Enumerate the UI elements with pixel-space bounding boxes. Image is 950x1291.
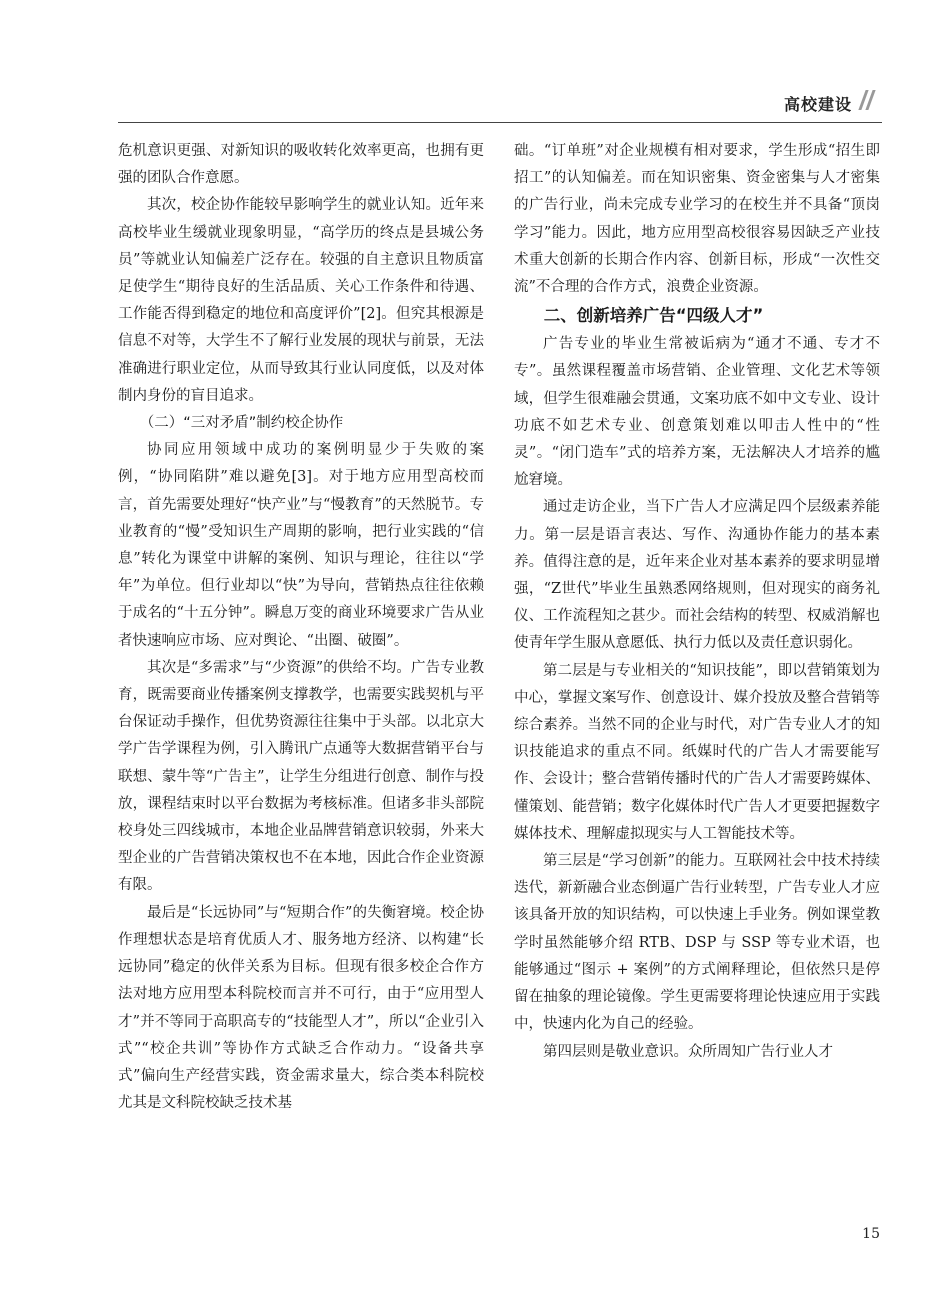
right-column [514,138,880,1066]
header-title: 高校建设 [783,95,852,114]
paragraph: 通过走访企业，当下广告人才应满足四个层级素养能力。第一层是语言表达、写作、沟通协作能力的基本素养。值得注意的是，近年来企业对基本素养的要求明显增强，“Z世代”毕业生虽熟悉网络规则，但对现实的商务礼仪、工作流程知之甚少。而社会结构的转型、权威消解也使青年学生服从意愿低、执行力低以及责任意识弱化。 [514,499,880,652]
paragraph: 其次，校企协作能较早影响学生的就业认知。近年来高校毕业生缓就业现象明显，“高学历的终点是县城公务员”等就业认知偏差广泛存在。较强的自主意识且物质富足使学生“期待良好的生活品质、关心工作条件和待遇、工作能否得到稳定的地位和高度评价”[2]。但究其根源是信息不对等，大学生不了解行业发展的现状与前景，无法准确进行职业定位，从而导致其行业认同度低，以及对体制内身份的盲目追求。 [118,197,484,404]
paragraph: 其次是“多需求”与“少资源”的供给不均。广告专业教育，既需要商业传播案例支撑教学，也需要实践契机与平台保证动手操作，但优势资源往往集中于头部。以北京大学广告学课程为例，引入腾讯广点通等大数据营销平台与联想、蒙牛等“广告主”，让学生分组进行创意、制作与投放，课程结束时以平台数据为考核标准。但诸多非头部院校身处三四线城市，本地企业品牌营销意识较弱，外来大型企业的广告营销决策权也不在本地，因此合作企业资源有限。 [118,659,484,894]
subheading: （二）“三对矛盾”制约校企协作 [139,415,344,432]
paragraph: 危机意识更强、对新知识的吸收转化效率更高，也拥有更强的团队合作意愿。 [118,143,484,187]
paragraph: 广告专业的毕业生常被诟病为“通才不通、专才不专”。虽然课程覆盖市场营销、企业管理、文化艺术等领域，但学生很难融会贯通，文案功底不如中文专业、设计功底不如艺术专业、创意策划难以叩击人性中的“性灵”。“闭门造车”式的培养方案，无法解决人才培养的尴尬窘境。 [514,336,880,489]
paragraph: 最后是“长远协同”与“短期合作”的失衡窘境。校企协作理想状态是培育优质人才、服务地方经济、以构建“长远协同”稳定的伙伴关系为目标。但现有很多校企合作方法对地方应用型本科院校而言并不可行，由于“应用型人才”并不等同于高职高专的“技能型人才”，所以“企业引入式”“校企共训”等协作方式缺乏合作动力。“设备共享式”偏向生产经营实践，资金需求量大，综合类本科院校尤其是文科院校缺乏技术基 [118,904,484,1112]
paragraph: 第二层是与专业相关的“知识技能”，即以营销策划为中心，掌握文案写作、创意设计、媒介投放及整合营销等综合素养。当然不同的企业与时代，对广告专业人才的知识技能追求的重点不同。纸媒时代的广告人才需要能写作、会设计；整合营销传播时代的广告人才需要跨媒体、懂策划、能营销；数字化媒体时代广告人才更要把握数字媒体技术、理解虚拟现实与人工智能技术等。 [514,662,880,842]
page-number: 15 [862,1226,880,1242]
paragraph: 第三层是“学习创新”的能力。互联网社会中技术持续迭代，新新融合业态倒逼广告行业转型，广告专业人才应该具备开放的知识结构，可以快速上手业务。例如课堂教学时虽然能够介绍 RTB、DSP 与 SSP 等专业术语，也能够通过“图示 + 案例”的方式阐释理论，但依然只是停留在抽象的理论镜像。学生更需要将理论快速应用于实践中，快速内化为自己的经验。 [514,853,880,1033]
section-heading: 二、创新培养广告“四级人才” [543,306,764,326]
double-slash-icon [856,90,878,110]
paragraph: 第四层则是敬业意识。众所周知广告行业人才 [543,1043,833,1060]
running-header [118,86,882,123]
paragraph: 础。“订单班”对企业规模有相对要求，学生形成“招生即招工”的认知偏差。而在知识密集、资金密集与人才密集的广告行业，尚未完成专业学习的在校生并不具备“顶岗学习”能力。因此，地方应用型高校很容易因缺乏产业技术重大创新的长期合作内容、创新目标，形成“一次性交流”不合理的合作方式，浪费企业资源。 [514,143,880,296]
left-column [118,138,484,1117]
paragraph: 协同应用领域中成功的案例明显少于失败的案例，“协同陷阱”难以避免[3]。对于地方应用型高校而言，首先需要处理好“快产业”与“慢教育”的天然脱节。专业教育的“慢”受知识生产周期的影响，把行业实践的“信息”转化为课堂中讲解的案例、知识与理论，往往以“学年”为单位。但行业却以“快”为导向，营销热点往往依赖于成名的“十五分钟”。瞬息万变的商业环境要求广告从业者快速响应市场、应对舆论、“出圈、破圈”。 [118,442,484,649]
